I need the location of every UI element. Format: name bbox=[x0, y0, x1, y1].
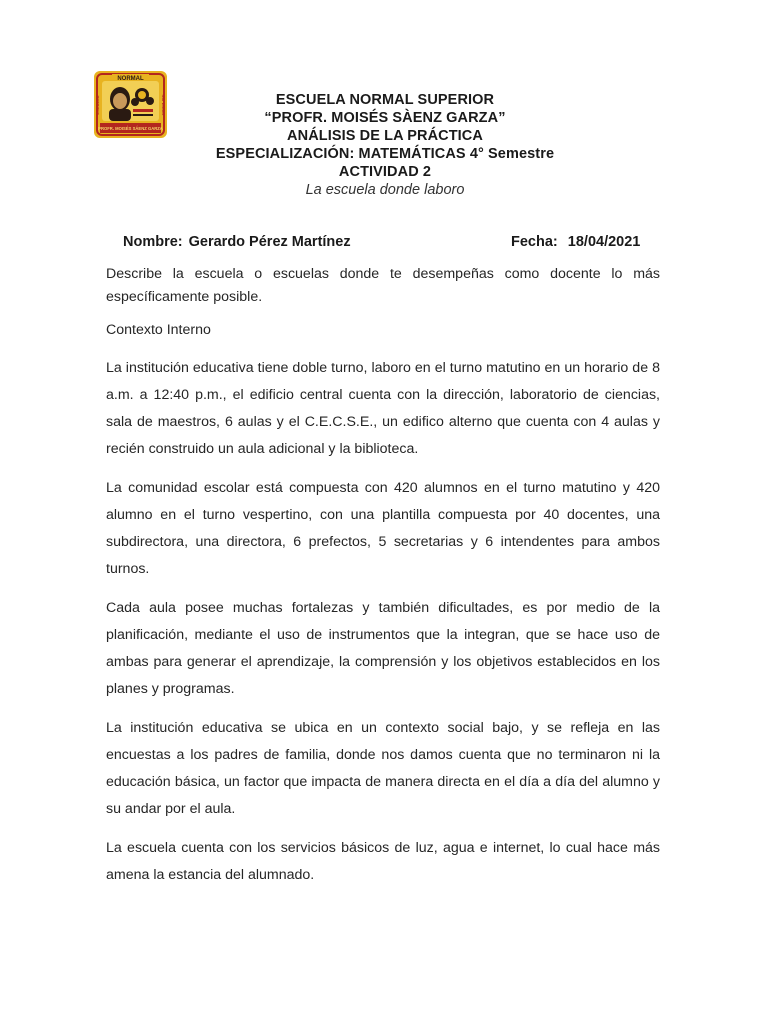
school-namesake: “PROFR. MOISÉS SÀENZ GARZA” bbox=[264, 110, 506, 126]
section-heading: Contexto Interno bbox=[106, 322, 211, 338]
course-title: ANÁLISIS DE LA PRÁCTICA bbox=[287, 128, 483, 144]
school-logo bbox=[94, 71, 167, 138]
svg-text:NORMAL: NORMAL bbox=[117, 76, 144, 82]
date-label: Fecha: bbox=[511, 234, 558, 250]
specialization: ESPECIALIZACIÓN: MATEMÁTICAS 4° Semestre bbox=[215, 146, 555, 162]
name-value: Gerardo Pérez Martínez bbox=[188, 234, 351, 250]
school-seal-icon bbox=[94, 71, 167, 138]
svg-text:ESCUELA: ESCUELA bbox=[95, 95, 100, 115]
body-paragraph: La institución educativa se ubica en un contexto social bajo, y se refleja en las encuestas a los padres de familia, donde nos damos cuenta que no terminaron ni la educación básica, un factor que impacta de manera directa en el día a día del alumno y su andar por el aula. bbox=[106, 720, 660, 817]
activity-title: ACTIVIDAD 2 bbox=[338, 164, 432, 180]
body-paragraph: Cada aula posee muchas fortalezas y también dificultades, es por medio de la planificación, mediante el uso de instrumentos que la integran, que se hace uso de ambas para generar el aprendizaje, la comprensión y los objetivos establecidos en los planes y programas. bbox=[106, 600, 660, 697]
name-label: Nombre: bbox=[123, 234, 183, 250]
intro-paragraph: Describe la escuela o escuelas donde te desempeñas como docente lo más específicamente posible. bbox=[106, 266, 660, 305]
submission-date bbox=[511, 233, 640, 251]
document-body bbox=[106, 263, 660, 901]
student-info-row bbox=[123, 233, 663, 251]
body-paragraph: La institución educativa tiene doble turno, laboro en el turno matutino en un horario de 8 a.m. a 12:40 p.m., el edificio central cuenta con la dirección, laboratorio de ciencias, sala de maestros, 6 aulas y el C.E.C.S.E., un edifico alterno que cuenta con 4 aulas y recién construido un aula adicional y la biblioteca. bbox=[106, 360, 660, 457]
svg-text:PROFR. MOISÉS SÁENZ GARZA: PROFR. MOISÉS SÁENZ GARZA bbox=[98, 126, 163, 131]
body-paragraph: La escuela cuenta con los servicios básicos de luz, agua e internet, lo cual hace más amena la estancia del alumnado. bbox=[106, 840, 660, 883]
document-header bbox=[170, 91, 600, 199]
date-value: 18/04/2021 bbox=[567, 234, 641, 250]
body-paragraph: La comunidad escolar está compuesta con 420 alumnos en el turno matutino y 420 alumno en el turno vespertino, con una plantilla compuesta por 40 docentes, una subdirectora, una directora, 6 prefectos, 5 secretarias y 6 intendentes para ambos turnos. bbox=[106, 480, 660, 577]
activity-subtitle: La escuela donde laboro bbox=[305, 182, 465, 198]
svg-text:SUPERIOR: SUPERIOR bbox=[161, 94, 166, 116]
student-name bbox=[123, 233, 351, 251]
school-name: ESCUELA NORMAL SUPERIOR bbox=[275, 92, 495, 108]
